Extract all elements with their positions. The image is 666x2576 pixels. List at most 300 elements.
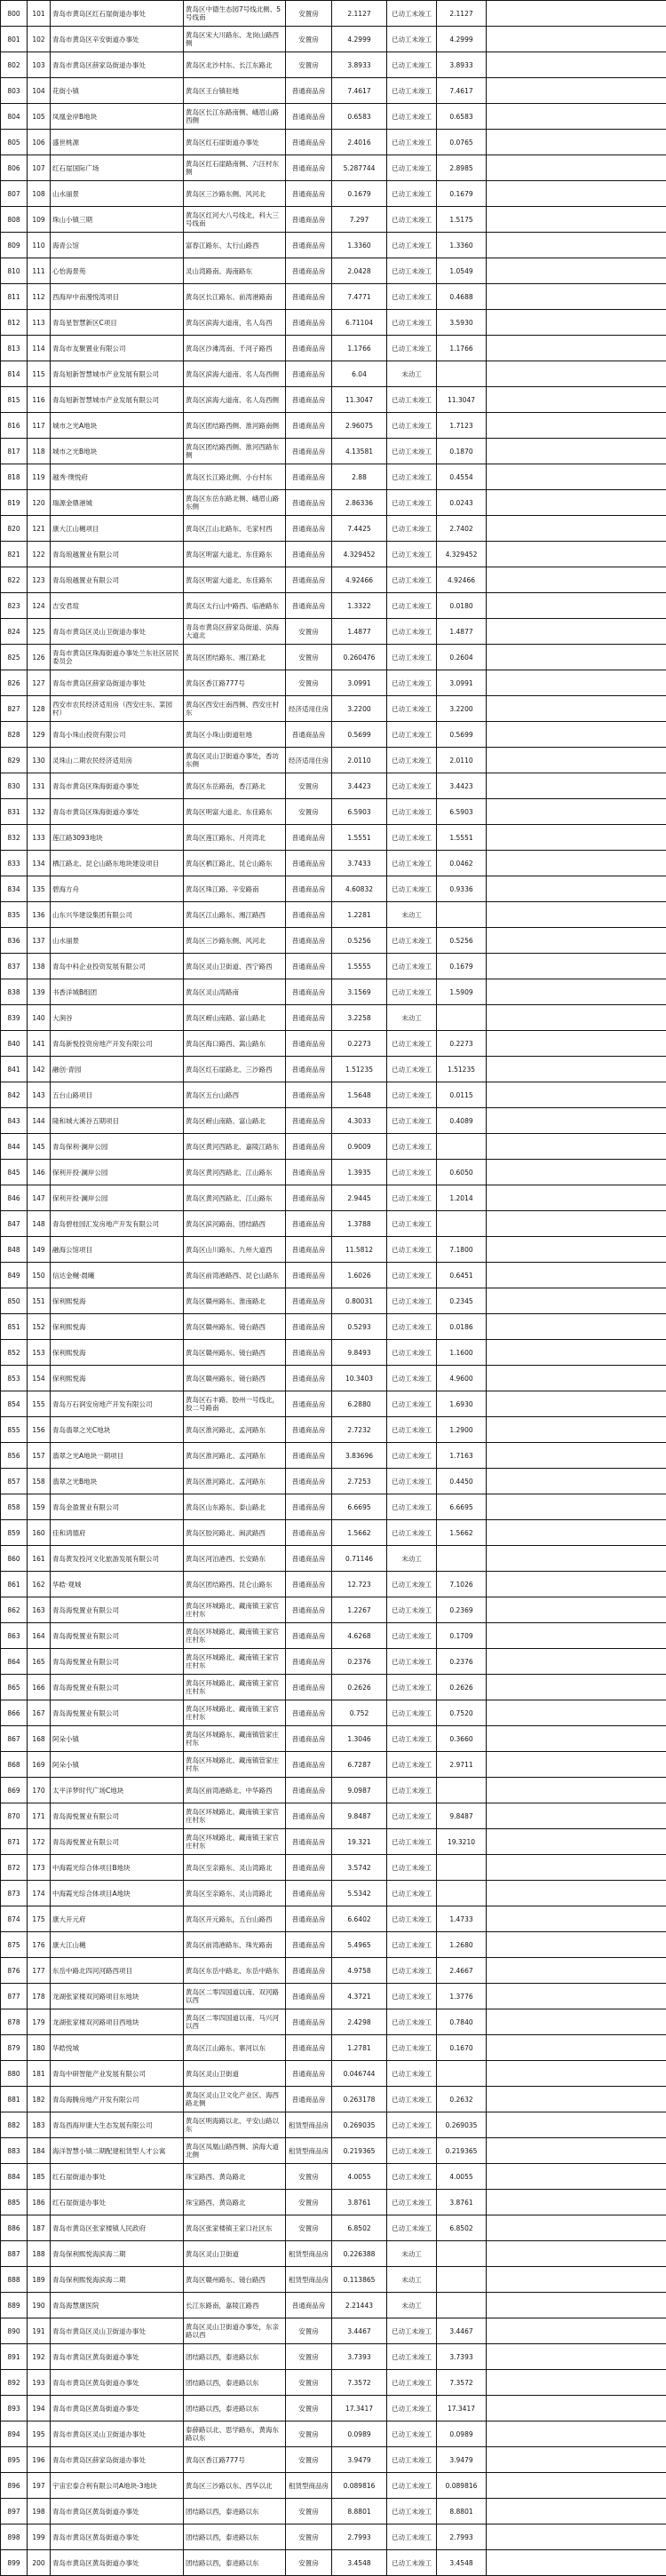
cell-housing-type: 普通商品房 [286,1288,332,1314]
cell-housing-type: 安置房 [286,670,332,696]
cell-empty [487,1134,666,1160]
cell-row-no: 147 [28,1185,51,1211]
cell-remaining-area: 0.0115 [437,1082,487,1108]
cell-empty [487,1752,666,1778]
cell-empty [487,2293,666,2318]
cell-project-name: 融创·青园 [51,1057,184,1082]
table-row [1,155,666,181]
cell-row-no: 153 [28,1340,51,1366]
cell-status: 已动工未竣工 [387,2447,437,2473]
cell-empty [487,2241,666,2267]
cell-row-seq: 880 [1,2061,28,2087]
cell-row-no: 120 [28,490,51,516]
cell-housing-type: 普通商品房 [286,1237,332,1263]
cell-row-no: 190 [28,2293,51,2318]
cell-empty [487,2370,666,2396]
cell-empty [487,2318,666,2344]
cell-remaining-area: 1.4733 [437,1906,487,1932]
cell-row-no: 160 [28,1520,51,1546]
cell-row-no: 129 [28,722,51,748]
cell-location: 黄岛区崂山南路、富山路北 [184,1005,286,1031]
cell-housing-type: 普通商品房 [286,1984,332,2009]
cell-status: 已动工未竣工 [387,1263,437,1288]
cell-remaining-area: 6.6695 [437,1494,487,1520]
cell-row-no: 144 [28,1108,51,1134]
cell-row-seq: 830 [1,773,28,799]
cell-area: 0.046744 [332,2061,387,2087]
cell-status: 已动工未竣工 [387,1340,437,1366]
cell-location: 黄岛区环城路北、藏南镇王家官庄村东 [184,1803,286,1829]
cell-row-seq: 833 [1,851,28,876]
cell-row-no: 156 [28,1417,51,1443]
cell-row-no: 165 [28,1649,51,1675]
cell-housing-type: 普通商品房 [286,2035,332,2061]
cell-area: 17.3417 [332,2396,387,2421]
cell-remaining-area [437,1546,487,1572]
cell-row-seq: 818 [1,464,28,490]
cell-housing-type: 普通商品房 [286,1211,332,1237]
cell-location: 黄岛区黄河西路北、江山路东 [184,1185,286,1211]
cell-housing-type: 普通商品房 [286,439,332,464]
cell-project-name: 青岛旭新智慧城市产业发展有限公司 [51,361,184,387]
cell-location: 黄岛区赣州路东、淮南路北 [184,1288,286,1314]
cell-project-name: 西海岸中南漫悦湾项目 [51,284,184,310]
cell-area: 0.9009 [332,1134,387,1160]
cell-housing-type: 普通商品房 [286,516,332,542]
table-row [1,1340,666,1366]
cell-row-no: 110 [28,233,51,258]
cell-status: 已动工未竣工 [387,2087,437,2112]
cell-location: 黄岛区石丰路、胶州一号线北，胶二号路南 [184,1391,286,1417]
cell-row-seq: 835 [1,902,28,928]
cell-row-no: 177 [28,1958,51,1984]
table-row [1,2009,666,2035]
cell-area: 1.2267 [332,1597,387,1623]
cell-row-no: 126 [28,645,51,670]
cell-row-no: 162 [28,1572,51,1597]
cell-location: 黄岛区海口路西、嵩山路东 [184,1031,286,1057]
cell-area: 6.04 [332,361,387,387]
cell-empty [487,1494,666,1520]
cell-location: 黄岛区团结路东、湘江路北 [184,645,286,670]
cell-remaining-area [437,361,487,387]
cell-remaining-area: 0.0180 [437,593,487,619]
cell-status: 已动工未竣工 [387,2421,437,2447]
cell-location: 黄岛区明海路以北、平安山路以东 [184,2112,286,2138]
table-row [1,361,666,387]
cell-remaining-area: 0.0186 [437,1314,487,1340]
cell-row-no: 116 [28,387,51,413]
cell-area: 5.4965 [332,1932,387,1958]
cell-row-seq: 806 [1,155,28,181]
cell-remaining-area: 2.8985 [437,155,487,181]
table-row [1,1443,666,1469]
cell-empty [487,2164,666,2190]
cell-empty [487,1,666,27]
cell-project-name: 保利熙悦海 [51,1314,184,1340]
cell-location: 黄岛区长江路北侧、小台村东 [184,464,286,490]
cell-row-seq: 848 [1,1237,28,1263]
cell-project-name: 太平洋梦时代广场C地块 [51,1778,184,1803]
cell-status: 已动工未竣工 [387,1160,437,1185]
cell-project-name: 保利熙悦海 [51,1288,184,1314]
cell-remaining-area: 0.1670 [437,2035,487,2061]
table-row [1,1675,666,1700]
cell-location: 黄岛区前湾港路东、珠光路南 [184,1932,286,1958]
cell-status: 已动工未竣工 [387,258,437,284]
table-row [1,1803,666,1829]
cell-housing-type: 普通商品房 [286,1520,332,1546]
cell-housing-type: 普通商品房 [286,876,332,902]
cell-project-name: 华皓·观城 [51,1572,184,1597]
cell-row-no: 137 [28,928,51,954]
cell-project-name: 翡翠之光A地块一期项目 [51,1443,184,1469]
cell-row-no: 159 [28,1494,51,1520]
cell-location: 黄岛区胶河路北、闽武路西 [184,1520,286,1546]
cell-status: 已动工未竣工 [387,490,437,516]
cell-project-name: 隆和城大溪谷五期项目 [51,1108,184,1134]
cell-location: 团结路以西，泰进路以东 [184,2499,286,2524]
cell-empty [487,1700,666,1726]
cell-empty [487,387,666,413]
cell-remaining-area: 0.2632 [437,2087,487,2112]
table-row [1,2241,666,2267]
cell-area: 8.8801 [332,2499,387,2524]
table-row [1,773,666,799]
cell-row-no: 164 [28,1623,51,1649]
cell-row-seq: 874 [1,1906,28,1932]
cell-area: 2.7253 [332,1469,387,1494]
cell-housing-type: 租赁型商品房 [286,2267,332,2293]
cell-area: 0.219365 [332,2138,387,2164]
cell-project-name: 青岛市黄岛区薛家岛街道办事处 [51,2447,184,2473]
cell-empty [487,1391,666,1417]
cell-location: 黄岛区北沙村东、长江东路北 [184,52,286,78]
cell-project-name: 青岛黄发投河文化旅游发展有限公司 [51,1546,184,1572]
table-row [1,2087,666,2112]
table-row [1,979,666,1005]
cell-empty [487,1520,666,1546]
cell-project-name: 山水丽景 [51,181,184,207]
cell-status: 已动工未竣工 [387,1391,437,1417]
cell-project-name: 山东兴华建设集团有限公司 [51,902,184,928]
cell-remaining-area: 0.6050 [437,1160,487,1185]
cell-project-name: 越秀·璞悦府 [51,464,184,490]
cell-status: 已动工未竣工 [387,825,437,851]
cell-status: 已动工未竣工 [387,1185,437,1211]
table-row [1,387,666,413]
cell-status: 已动工未竣工 [387,1675,437,1700]
cell-housing-type: 普通商品房 [286,310,332,336]
cell-area: 7.297 [332,207,387,233]
cell-project-name: 青岛西海岸康大生态发展有限公司 [51,2112,184,2138]
cell-row-no: 191 [28,2318,51,2344]
table-row [1,2344,666,2370]
cell-empty [487,2524,666,2550]
cell-status: 已动工未竣工 [387,1649,437,1675]
cell-row-seq: 815 [1,387,28,413]
cell-empty [487,1649,666,1675]
table-row [1,1211,666,1237]
cell-row-no: 113 [28,310,51,336]
cell-area: 11.3047 [332,387,387,413]
cell-location: 黄岛区前湾港路北、中华路西 [184,1778,286,1803]
cell-location: 黄岛区三沙路以东、西华以北 [184,2473,286,2499]
cell-area: 3.8761 [332,2190,387,2215]
cell-row-seq: 811 [1,284,28,310]
cell-project-name: 青岛市黄岛区黄岛街道办事处 [51,2550,184,2576]
cell-project-name: 城市之光A地块 [51,413,184,439]
cell-area: 10.3403 [332,1366,387,1391]
cell-status: 已动工未竣工 [387,1572,437,1597]
cell-status: 未动工 [387,361,437,387]
cell-remaining-area: 1.51235 [437,1057,487,1082]
cell-row-no: 179 [28,2009,51,2035]
cell-area: 0.5256 [332,928,387,954]
table-body [1,1,666,2576]
cell-area: 0.0989 [332,2421,387,2447]
cell-empty [487,155,666,181]
cell-row-no: 108 [28,181,51,207]
cell-project-name: 青岛保利熙悦海滨海二期 [51,2241,184,2267]
cell-remaining-area: 0.2376 [437,1649,487,1675]
cell-remaining-area: 1.5909 [437,979,487,1005]
cell-housing-type: 普通商品房 [286,1417,332,1443]
cell-row-seq: 813 [1,336,28,361]
cell-project-name: 中海霞光综合体项目A地块 [51,1881,184,1906]
cell-remaining-area [437,2267,487,2293]
cell-row-seq: 850 [1,1288,28,1314]
cell-status: 已动工未竣工 [387,1082,437,1108]
cell-housing-type: 普通商品房 [286,593,332,619]
cell-housing-type: 普通商品房 [286,155,332,181]
cell-status: 已动工未竣工 [387,1417,437,1443]
cell-remaining-area: 3.2200 [437,696,487,722]
cell-area: 19.321 [332,1829,387,1855]
cell-empty [487,490,666,516]
cell-housing-type: 普通商品房 [286,284,332,310]
cell-row-no: 174 [28,1881,51,1906]
cell-area: 3.7393 [332,2344,387,2370]
cell-project-name: 康大开元府 [51,1906,184,1932]
cell-row-no: 155 [28,1391,51,1417]
table-row [1,1237,666,1263]
cell-row-no: 142 [28,1057,51,1082]
cell-empty [487,2550,666,2576]
cell-project-name: 青岛翡翠之光C地块 [51,1417,184,1443]
cell-area: 0.089816 [332,2473,387,2499]
cell-remaining-area: 0.0765 [437,130,487,155]
cell-project-name: 东岳中路北四河河路西项目 [51,1958,184,1984]
cell-location: 灵山湾路南、海南路东 [184,258,286,284]
cell-location: 团结路以西，泰进路以东 [184,2370,286,2396]
cell-status: 已动工未竣工 [387,567,437,593]
cell-area: 3.4423 [332,773,387,799]
table-row [1,1932,666,1958]
cell-row-no: 182 [28,2087,51,2112]
cell-housing-type: 经济适用住房 [286,696,332,722]
cell-status: 已动工未竣工 [387,1700,437,1726]
cell-status: 已动工未竣工 [387,1932,437,1958]
table-row [1,1263,666,1288]
cell-housing-type: 普通商品房 [286,1649,332,1675]
cell-remaining-area: 1.1766 [437,336,487,361]
cell-housing-type: 普通商品房 [286,1932,332,1958]
cell-status: 已动工未竣工 [387,1288,437,1314]
cell-remaining-area: 7.1026 [437,1572,487,1597]
table-row [1,1778,666,1803]
cell-housing-type: 经济适用住房 [286,748,332,773]
cell-status: 已动工未竣工 [387,1237,437,1263]
cell-status: 已动工未竣工 [387,2138,437,2164]
cell-status: 已动工未竣工 [387,773,437,799]
cell-location: 黄岛区至亲路东、灵山湾路北 [184,1881,286,1906]
cell-remaining-area: 0.1709 [437,1623,487,1649]
cell-housing-type: 普通商品房 [286,851,332,876]
cell-housing-type: 普通商品房 [286,1108,332,1134]
table-row [1,1546,666,1572]
cell-row-seq: 879 [1,2035,28,2061]
cell-empty [487,1675,666,1700]
cell-remaining-area: 0.5699 [437,722,487,748]
cell-area: 9.8493 [332,1340,387,1366]
table-row [1,799,666,825]
cell-status: 已动工未竣工 [387,1829,437,1855]
cell-housing-type: 普通商品房 [286,1726,332,1752]
cell-row-no: 130 [28,748,51,773]
cell-location: 黄岛区江山路东、湘江路西 [184,902,286,928]
cell-location: 黄岛区灵山卫街道办事处，东亲路以西 [184,2318,286,2344]
cell-housing-type: 普通商品房 [286,130,332,155]
cell-empty [487,2473,666,2499]
cell-remaining-area: 2.0110 [437,748,487,773]
cell-location: 黄岛区山川路东、九州大道西 [184,1237,286,1263]
cell-housing-type: 普通商品房 [286,104,332,130]
table-row [1,2524,666,2550]
cell-location: 黄岛区滨海大道南、名人岛西侧 [184,361,286,387]
cell-remaining-area: 4.329452 [437,542,487,567]
table-row [1,1623,666,1649]
cell-location: 黄岛区二零四国道以南、马兴河以西 [184,2009,286,2035]
cell-area: 1.5648 [332,1082,387,1108]
cell-location: 黄岛区滨海大道南、名人岛西侧 [184,387,286,413]
cell-area: 1.5551 [332,825,387,851]
table-row [1,825,666,851]
cell-project-name: 翡翠之光B地块 [51,1469,184,1494]
cell-empty [487,1469,666,1494]
cell-location: 黄岛区三沙路东侧、风河北 [184,181,286,207]
cell-row-seq: 883 [1,2138,28,2164]
cell-row-seq: 803 [1,78,28,104]
cell-empty [487,130,666,155]
cell-row-seq: 867 [1,1726,28,1752]
table-row [1,1494,666,1520]
cell-status: 已动工未竣工 [387,1031,437,1057]
cell-row-seq: 886 [1,2215,28,2241]
table-row [1,902,666,928]
cell-status: 已动工未竣工 [387,2190,437,2215]
cell-empty [487,1726,666,1752]
cell-empty [487,1417,666,1443]
cell-row-seq: 851 [1,1314,28,1340]
cell-remaining-area: 1.7123 [437,413,487,439]
cell-area: 3.4548 [332,2550,387,2576]
cell-row-seq: 871 [1,1829,28,1855]
cell-project-name: 灵珠山二期农民经济适用房 [51,748,184,773]
cell-location: 黄岛区长江东路南侧、峨眉山路西侧 [184,104,286,130]
cell-status: 已动工未竣工 [387,1314,437,1340]
cell-area: 1.5555 [332,954,387,979]
cell-project-name: 红石崖街道办事处 [51,2190,184,2215]
cell-housing-type: 普通商品房 [286,1134,332,1160]
cell-area: 1.3046 [332,1726,387,1752]
cell-status: 已动工未竣工 [387,1211,437,1237]
cell-housing-type: 普通商品房 [286,1958,332,1984]
cell-remaining-area: 1.7163 [437,1443,487,1469]
cell-row-seq: 849 [1,1263,28,1288]
cell-status: 已动工未竣工 [387,1,437,27]
cell-area: 0.1679 [332,181,387,207]
cell-area: 4.0055 [332,2164,387,2190]
cell-housing-type: 安置房 [286,2215,332,2241]
cell-row-seq: 889 [1,2293,28,2318]
cell-status: 已动工未竣工 [387,2112,437,2138]
cell-remaining-area: 0.6583 [437,104,487,130]
cell-empty [487,1057,666,1082]
cell-remaining-area: 0.4688 [437,284,487,310]
cell-housing-type: 普通商品房 [286,1263,332,1288]
cell-location: 黄岛区环城路北、藏南镇王家官庄村东 [184,1675,286,1700]
cell-row-no: 163 [28,1597,51,1623]
cell-location: 黄岛区黄河西路北、嘉陵江路东 [184,1134,286,1160]
cell-project-name: 青岛市黄岛区黄岛街道办事处 [51,2344,184,2370]
cell-status: 已动工未竣工 [387,696,437,722]
table-row [1,439,666,464]
cell-row-no: 171 [28,1803,51,1829]
table-row [1,2550,666,2576]
cell-row-seq: 832 [1,825,28,851]
cell-area: 6.5903 [332,799,387,825]
cell-row-seq: 853 [1,1366,28,1391]
cell-housing-type: 普通商品房 [286,1469,332,1494]
cell-project-name: 青岛琅越置业有限公司 [51,542,184,567]
cell-empty [487,979,666,1005]
cell-status: 已动工未竣工 [387,1726,437,1752]
cell-location: 黄岛区太行山中路西、临港路东 [184,593,286,619]
cell-area: 3.83696 [332,1443,387,1469]
cell-empty [487,2499,666,2524]
cell-status: 已动工未竣工 [387,1057,437,1082]
cell-project-name: 青岛保利·澜岸公园 [51,1134,184,1160]
cell-project-name: 青岛市黄岛区薛家岛街道办事处 [51,52,184,78]
cell-remaining-area: 8.8801 [437,2499,487,2524]
cell-remaining-area [437,1855,487,1881]
table-row [1,1005,666,1031]
cell-empty [487,2267,666,2293]
table-row [1,645,666,670]
cell-location: 团结路以西，泰进路以东 [184,2550,286,2576]
cell-location: 黄岛区五台山路西 [184,1082,286,1108]
cell-remaining-area: 2.7402 [437,516,487,542]
cell-empty [487,284,666,310]
cell-row-seq: 861 [1,1572,28,1597]
cell-housing-type: 安置房 [286,773,332,799]
cell-row-no: 188 [28,2241,51,2267]
cell-project-name: 盛世桃源 [51,130,184,155]
table-row [1,1752,666,1778]
cell-remaining-area: 2.9711 [437,1752,487,1778]
cell-project-name: 山水丽景 [51,928,184,954]
